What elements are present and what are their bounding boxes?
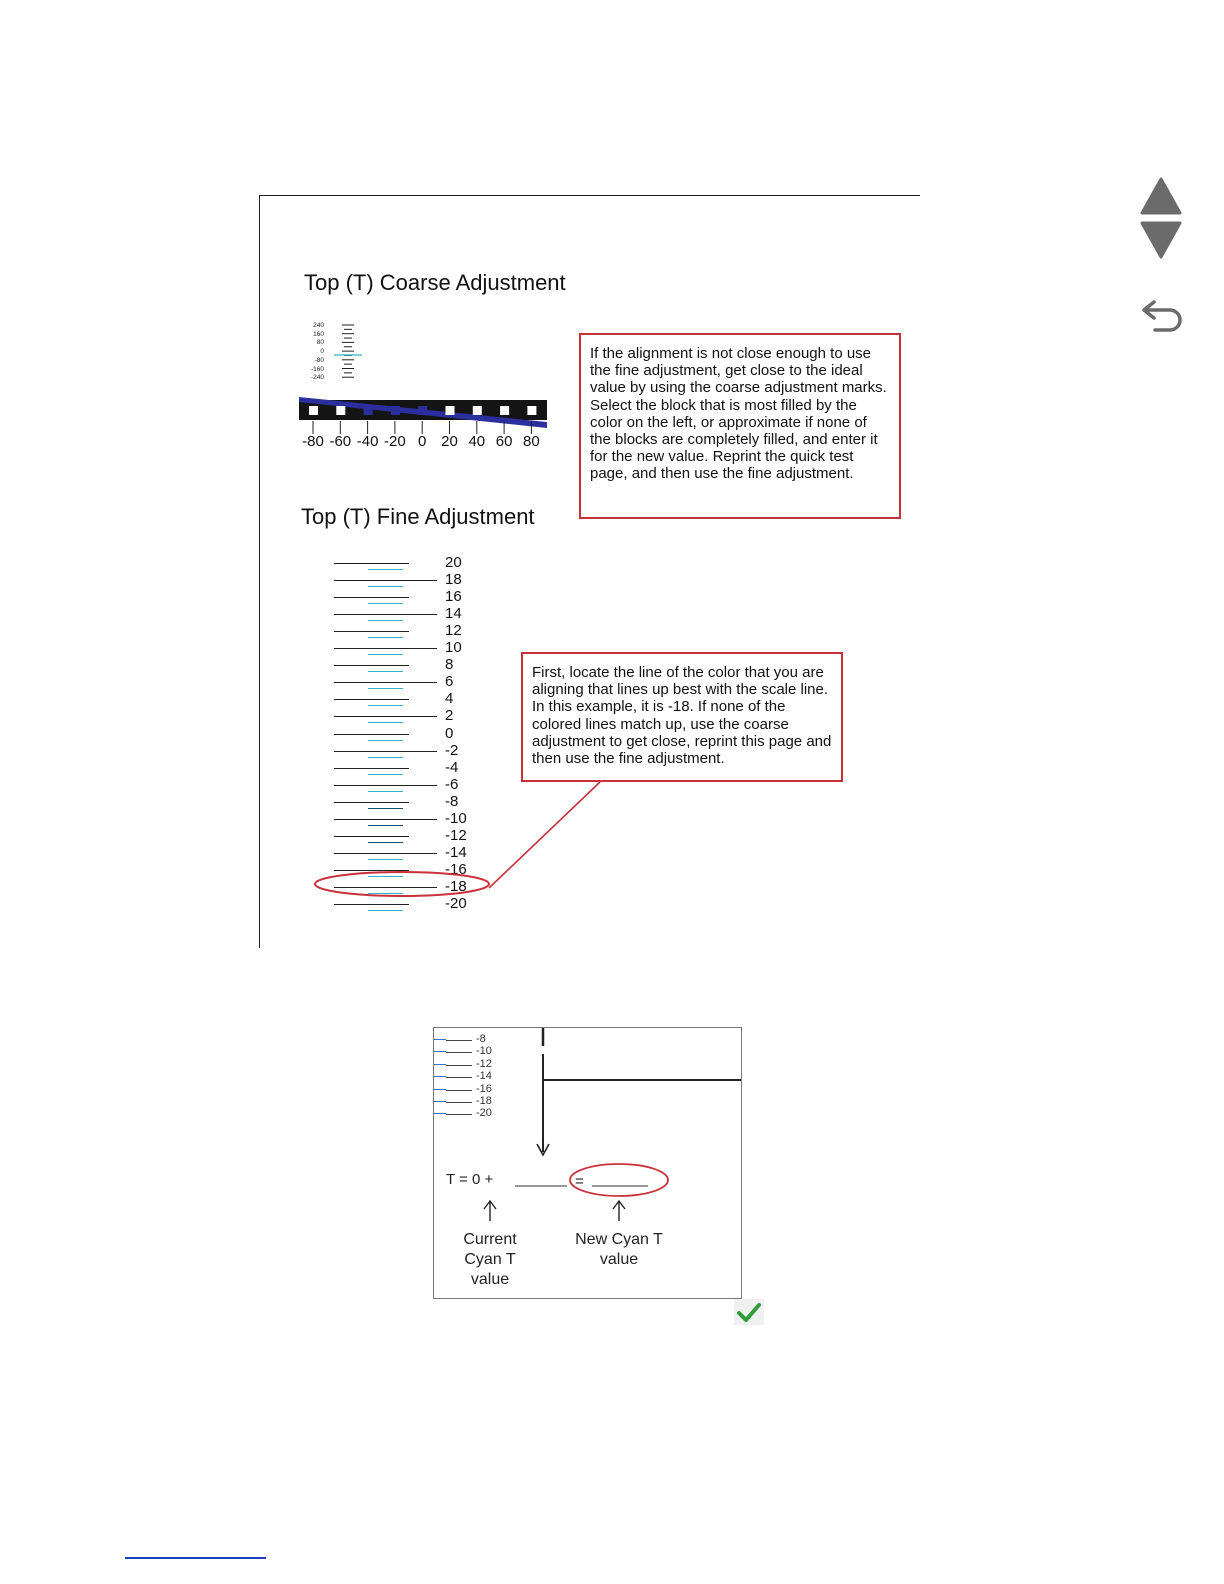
footer-link-underline[interactable] xyxy=(125,1557,266,1559)
mini-scale-label: -80 xyxy=(314,356,324,364)
caption-new: New Cyan T value xyxy=(575,1231,663,1268)
fine-color-line xyxy=(368,910,403,911)
mini-scale-label: -240 xyxy=(310,374,324,382)
fine-scale-label: 14 xyxy=(445,605,462,623)
fine-scale-label: 12 xyxy=(445,622,462,640)
fine-scale-label: -12 xyxy=(445,826,467,844)
caption-current: Current Cyan T value xyxy=(463,1231,517,1288)
fine-color-line xyxy=(368,654,403,655)
fine-color-line xyxy=(368,603,403,604)
fine-scale-line xyxy=(334,614,437,615)
coarse-tick-label: 0 xyxy=(418,433,427,450)
fine-scale-line xyxy=(334,768,409,769)
back-icon[interactable] xyxy=(1140,298,1186,334)
fine-scale-label: 16 xyxy=(445,588,462,606)
fine-scale-line xyxy=(334,665,409,666)
coarse-tick-label: 40 xyxy=(468,433,486,450)
fine-scale-label: -6 xyxy=(445,775,459,793)
fine-scale-label: -20 xyxy=(445,895,467,912)
panel-scale-label: -10 xyxy=(476,1045,492,1058)
nav-up-icon[interactable] xyxy=(1140,177,1182,215)
coarse-tick-label: -60 xyxy=(329,433,352,450)
fine-color-line xyxy=(368,705,403,706)
checkmark-icon[interactable] xyxy=(734,1299,764,1325)
fine-scale-line xyxy=(334,631,409,632)
fine-scale-label: 20 xyxy=(445,554,462,571)
fine-scale-label: 2 xyxy=(445,707,454,725)
fine-color-line xyxy=(368,671,403,672)
mini-scale-label: 240 xyxy=(313,322,324,329)
panel-scale-label: -8 xyxy=(476,1033,486,1045)
coarse-tick-label: 60 xyxy=(495,433,513,450)
fine-color-line xyxy=(368,722,403,723)
panel-scale-label: -12 xyxy=(476,1057,492,1070)
mini-scale-label: -160 xyxy=(310,365,324,373)
fine-scale-line xyxy=(334,648,437,649)
formula-left: T = 0 + xyxy=(446,1171,494,1188)
fine-scale-line xyxy=(334,699,409,700)
fine-scale-line xyxy=(334,580,437,581)
fine-scale-label: 4 xyxy=(445,690,454,708)
fine-scale-label: 8 xyxy=(445,656,454,674)
callout-pointer xyxy=(300,775,610,910)
fine-title: Top (T) Fine Adjustment xyxy=(301,504,535,529)
mini-scale-label: 160 xyxy=(313,330,324,338)
fine-scale-line xyxy=(334,751,437,752)
fine-scale-line xyxy=(334,563,409,564)
fine-scale-label: -16 xyxy=(445,860,467,878)
coarse-tick-label: 20 xyxy=(441,433,458,450)
mini-scale-label: 0 xyxy=(320,348,324,356)
panel-scale-label: -18 xyxy=(476,1095,492,1107)
fine-color-line xyxy=(368,569,403,570)
highlight-ellipse xyxy=(315,872,489,896)
fine-scale-label: -18 xyxy=(445,877,467,895)
formula-equals: = xyxy=(575,1173,584,1190)
nav-down-icon[interactable] xyxy=(1140,221,1182,259)
coarse-tick-label: -40 xyxy=(356,433,379,450)
fine-scale-label: -2 xyxy=(445,741,459,759)
fine-callout: First, locate the line of the color that you are aligning that lines up best with the scale line. In this example, it is -18. If none of the colored lines match up, use the coarse adjustment to get close, reprint this page and then use the fine adjustment. xyxy=(521,652,843,782)
panel-scale-label: -14 xyxy=(476,1070,492,1083)
fine-scale-line xyxy=(334,597,409,598)
mini-scale-label: 80 xyxy=(316,339,324,347)
coarse-tick-label: -20 xyxy=(384,433,406,450)
fine-scale-label: 6 xyxy=(445,673,454,691)
fine-color-line xyxy=(368,757,403,758)
calculation-panel xyxy=(433,1027,742,1299)
fine-scale-label: -8 xyxy=(445,792,459,810)
fine-color-line xyxy=(368,637,403,638)
coarse-callout: If the alignment is not close enough to use the fine adjustment, get close to the ideal value by using the coarse adjustment marks. Select the block that is most filled by the color on the left, or approximate if none of the blocks are completely filled, and enter it for the new value. Reprint the quick test page, and then use the fine adjustment. xyxy=(579,333,901,519)
panel-scale-label: -20 xyxy=(476,1107,492,1120)
new-value-ellipse xyxy=(570,1164,668,1196)
fine-color-line xyxy=(368,586,403,587)
fine-scale-label: 18 xyxy=(445,571,462,589)
fine-scale-label: -4 xyxy=(445,758,459,776)
fine-scale-label: 10 xyxy=(445,639,462,657)
panel-scale-label: -16 xyxy=(476,1082,492,1095)
coarse-title: Top (T) Coarse Adjustment xyxy=(304,270,566,295)
fine-scale-label: -10 xyxy=(445,809,467,827)
coarse-tick-label: -80 xyxy=(302,433,324,450)
fine-color-line xyxy=(368,620,403,621)
fine-scale-line xyxy=(334,734,409,735)
coarse-tick-label: 80 xyxy=(523,433,540,450)
fine-color-line xyxy=(368,688,403,689)
fine-scale-label: -14 xyxy=(445,843,467,861)
fine-scale-line xyxy=(334,682,437,683)
fine-scale-label: 0 xyxy=(445,724,454,742)
fine-color-line xyxy=(368,740,403,741)
fine-scale-line xyxy=(334,716,437,717)
